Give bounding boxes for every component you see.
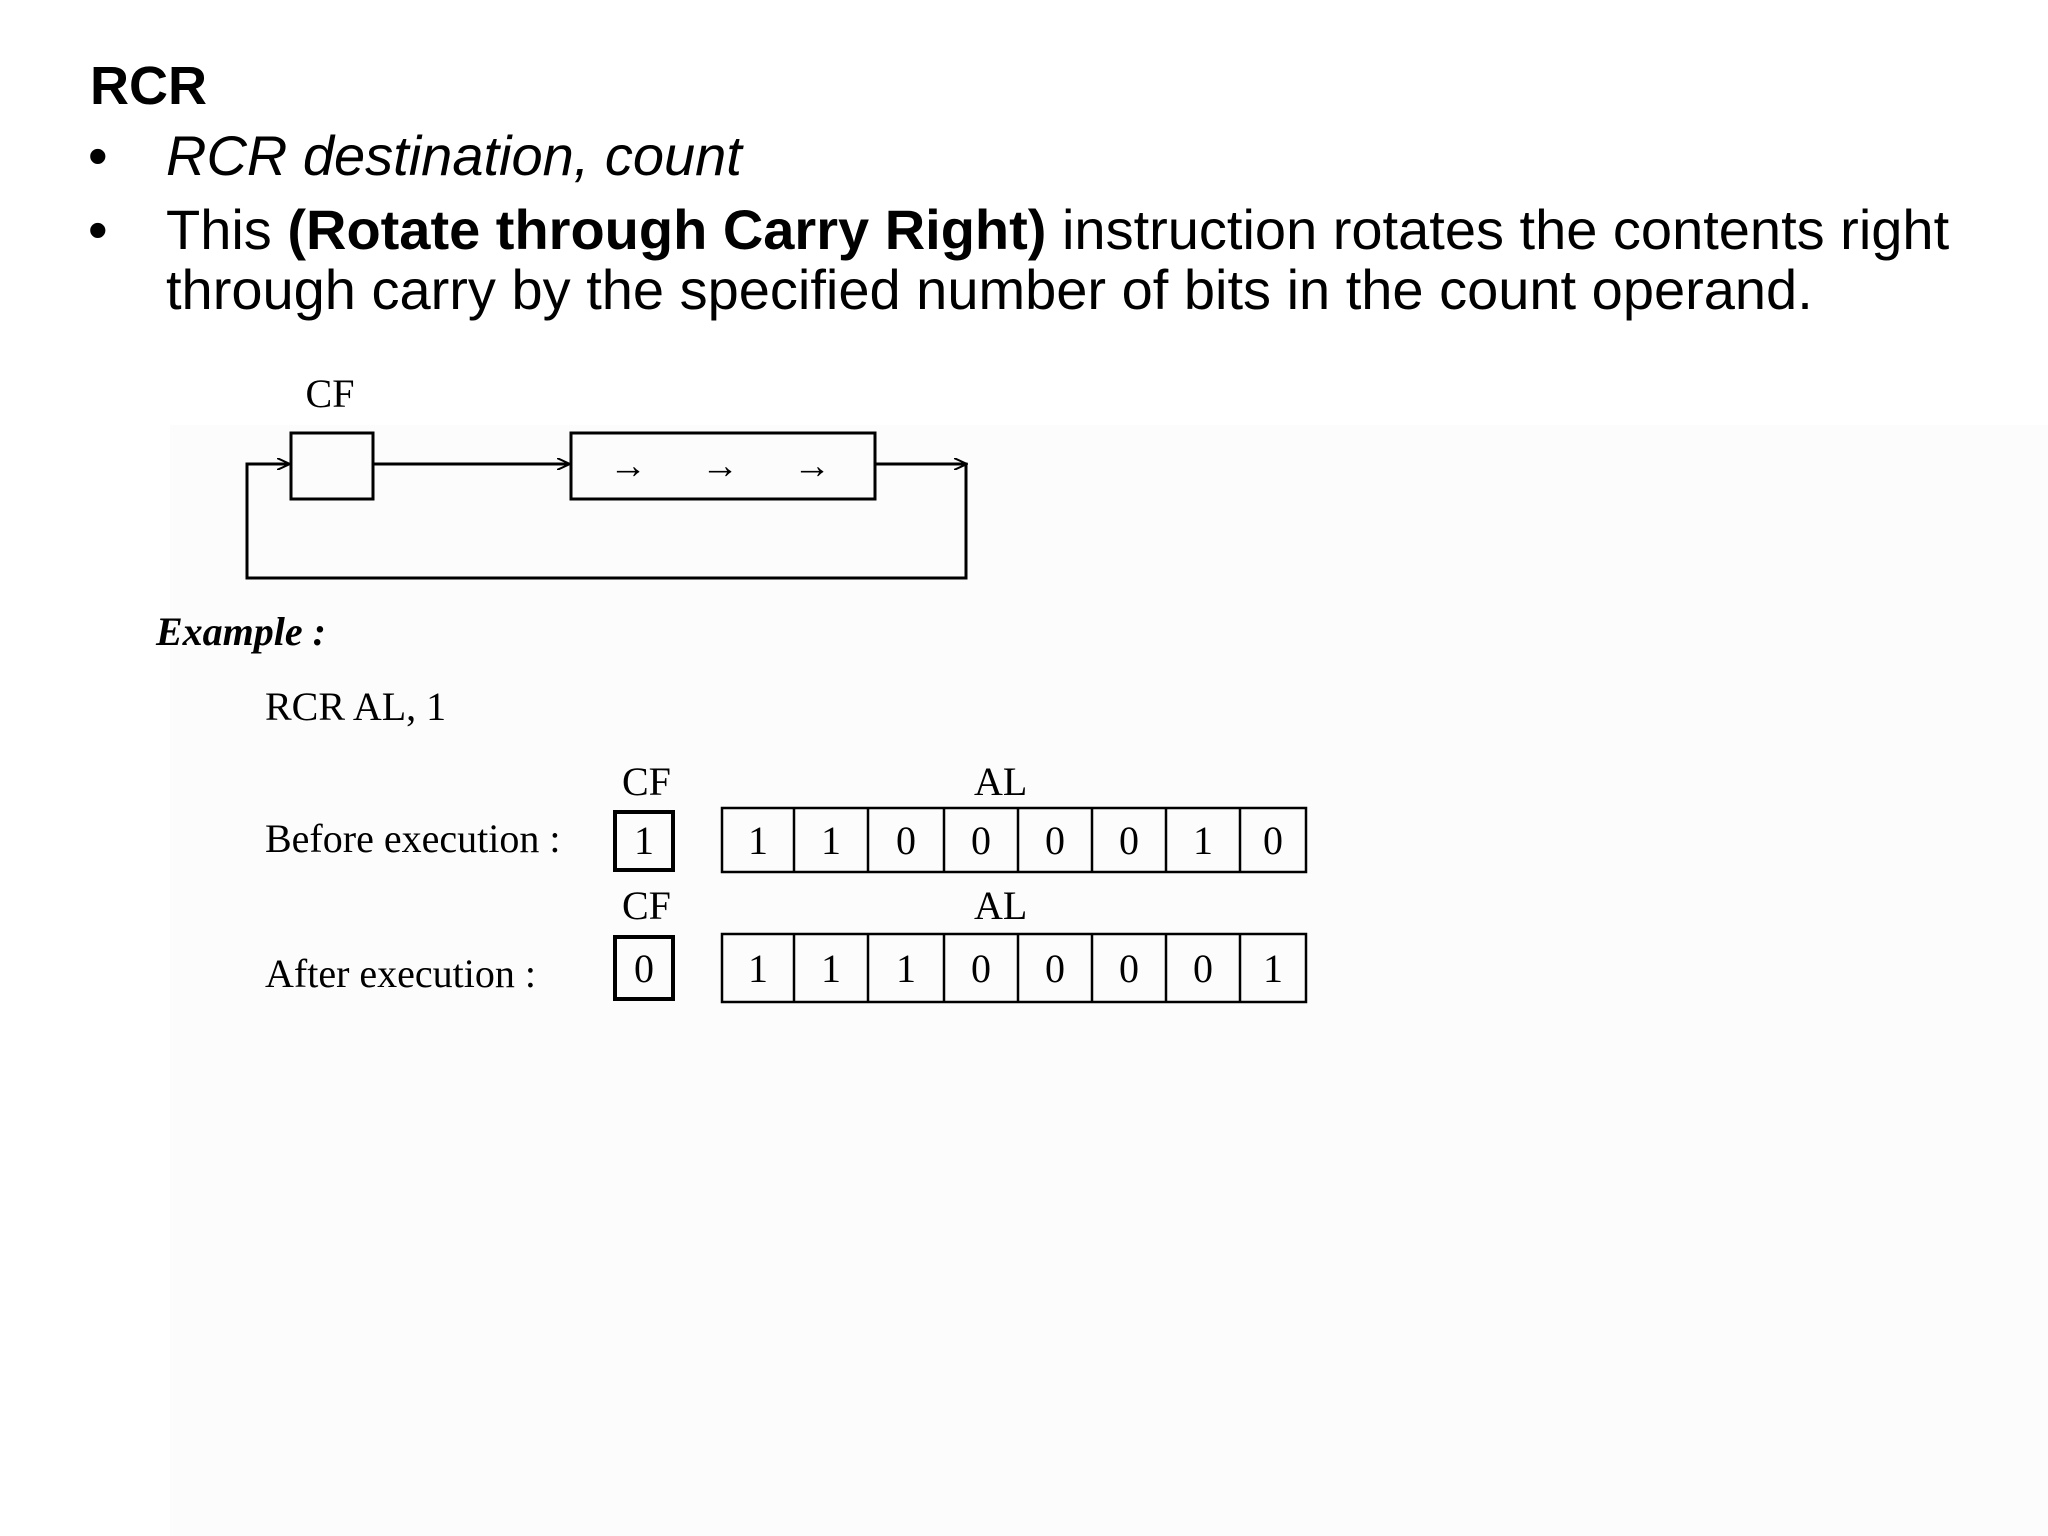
cf-label: CF (305, 371, 355, 416)
before-al-bit: 0 (1119, 818, 1139, 863)
description-suffix: instruction rotates the contents right through carry by the specified number of bits in the count operand. (166, 198, 1950, 321)
example-heading: Example : (156, 609, 326, 654)
before-al-bit: 0 (1263, 818, 1283, 863)
after-al-bit: 1 (821, 946, 841, 991)
before-al-bit: 0 (896, 818, 916, 863)
right-arrow-icon: → (701, 445, 739, 487)
after-al-bit: 1 (896, 946, 916, 991)
cf-box (291, 433, 373, 499)
after-al-bit: 0 (1045, 946, 1065, 991)
example-instruction: RCR AL, 1 (265, 684, 447, 729)
after-al-bit: 0 (1193, 946, 1213, 991)
after-al-bit: 1 (1263, 946, 1283, 991)
after-al-bit: 0 (1119, 946, 1139, 991)
right-arrow-icon: → (793, 445, 831, 487)
after-al-label: AL (974, 883, 1028, 928)
before-execution-label: Before execution : (265, 816, 561, 861)
before-al-bit: 0 (1045, 818, 1065, 863)
slide-title: RCR (90, 56, 207, 116)
after-cf-label: CF (622, 883, 671, 928)
before-cf-label: CF (622, 759, 671, 804)
after-al-bit: 1 (748, 946, 768, 991)
after-cf-value: 0 (634, 946, 654, 991)
before-al-bit: 1 (1193, 818, 1213, 863)
bullet-dot-icon: • (88, 198, 108, 261)
description-bold: (Rotate through Carry Right) (287, 198, 1047, 261)
bullet-dot-icon: • (88, 124, 108, 187)
description-prefix: This (166, 198, 288, 261)
after-al-bit: 0 (971, 946, 991, 991)
after-execution-label: After execution : (265, 951, 536, 996)
before-al-bit: 0 (971, 818, 991, 863)
right-arrow-icon: → (609, 445, 647, 487)
syntax-text: RCR destination, count (166, 124, 742, 187)
before-al-label: AL (974, 759, 1028, 804)
carry-loop-arrow (247, 464, 966, 578)
before-al-bit: 1 (821, 818, 841, 863)
before-cf-value: 1 (634, 818, 654, 863)
before-al-bit: 1 (748, 818, 768, 863)
